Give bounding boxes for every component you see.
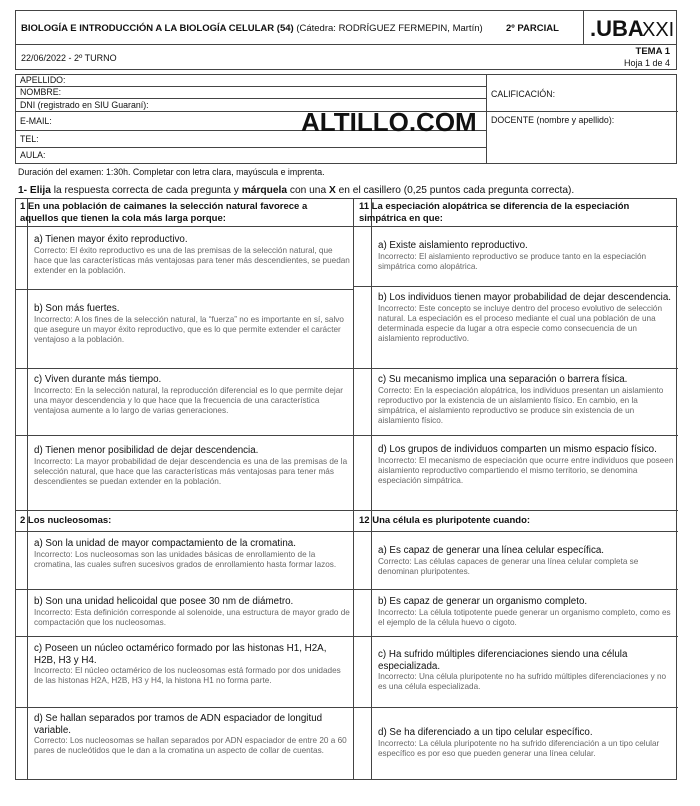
option-feedback: Incorrecto: Los nucleosomas son las unidades básicas de enrollamiento de la cromatina, las cuales sufren sucesivos grados de enrollamiento hasta formar lazos. [34,549,337,569]
row-line [16,531,354,532]
row-line [16,636,354,637]
q2-option-a[interactable] [34,538,350,570]
q1-option-a[interactable] [34,234,350,276]
course-title [21,23,483,34]
row-line [16,226,354,227]
instruction-line [18,185,574,196]
calificacion-field[interactable]: CALIFICACIÓN: [487,75,678,112]
instruction-marquela: márquela [241,185,288,196]
row-line [16,289,354,290]
q1-option-d[interactable] [34,445,350,487]
option-text: a) Tienen mayor éxito reproductivo. [34,234,188,245]
q1-option-b[interactable] [34,303,350,345]
instruction-text-1: la respuesta correcta de cada pregunta y [53,185,239,196]
exam-duration: Duración del examen: 1:30h. Completar con letra clara, mayúscula e imprenta. [18,167,325,177]
q12-option-b[interactable] [378,596,674,628]
q11-option-c[interactable] [378,374,674,426]
option-text: b) Son más fuertes. [34,303,120,314]
option-feedback: Correcto: Las células capaces de generar una línea celular completa se denominan pluripotentes. [378,556,639,576]
option-feedback: Incorrecto: Este concepto se incluye dentro del proceso evolutivo de selección natural. La especiación es el proceso mediante el cual una población de una determinada especie da lugar a otra especie como consecuencia de un aislamiento reproductivo. [378,303,662,343]
q2-option-d[interactable] [34,713,350,756]
uba-xxi-logo [583,11,678,45]
option-text: d) Se hallan separados por tramos de ADN espaciador de longitud variable. [34,713,323,736]
question-2-title: 2 Los nucleosomas: [20,515,112,526]
option-feedback: Incorrecto: La mayor probabilidad de dejar descendencia es una de las premisas de la selección natural, que hace que las características más ventajosas para tener más descendientes se puedan extender en la población. [34,456,348,486]
row-line [353,435,678,436]
option-text: c) Ha sufrido múltiples diferenciaciones siendo una célula especializada. [378,649,628,672]
option-feedback: Correcto: En la especiación alopátrica, los individuos presentan un aislamiento reproductivo por la existencia de un aislamiento físico. En cambio, en la simpátrica, el aislamiento reproductivo se produce sin existencia de un aislamiento físico. [378,385,664,425]
q11-option-a[interactable] [378,240,674,272]
questions-table [15,198,677,780]
option-feedback: Correcto: Los nucleosomas se hallan separados por ADN espaciador de entre 20 a 60 pares de nucleótidos que le dan a la cromatina un aspecto de collar de cuentas. [34,736,347,755]
option-text: b) Es capaz de generar un organismo completo. [378,596,588,607]
row-line [353,636,678,637]
option-text: a) Es capaz de generar una línea celular específica. [378,545,605,556]
tema-label: TEMA 1 [635,46,670,57]
apellido-field[interactable]: APELLIDO: [16,75,486,87]
instruction-text-2: con una [289,185,327,196]
instruction-elija: Elija [29,185,51,196]
option-feedback: Correcto: El éxito reproductivo es una de las premisas de la selección natural, que hace que las características más ventajosas para tener más descendientes, se puedan extender en la población. [34,245,350,275]
instruction-number: 1- [18,185,28,196]
page-indicator: Hoja 1 de 4 [623,58,670,68]
row-line [16,589,354,590]
question-11-title: 11 La especiación alopátrica se diferencia de la especiación simpátrica en que: [359,201,630,224]
header-top-row [16,11,676,45]
nombre-field[interactable]: NOMBRE: [16,87,486,99]
dni-field[interactable]: DNI (registrado en SIU Guaraní): [16,99,486,112]
option-feedback: Incorrecto: Una célula pluripotente no ha sufrido múltiples diferenciaciones y no es una célula especializada. [378,672,667,691]
option-text: b) Los individuos tienen mayor probabilidad de dejar descendencia. [378,292,672,303]
option-feedback: Incorrecto: El núcleo octamérico de los nucleosomas está formado por dos unidades de las histonas H2A, H2B, H3 y H4, la histona H1 no forma parte. [34,666,341,685]
catedra: (Cátedra: RODRÍGUEZ FERMEPIN, Martín) [296,23,483,34]
course-name: BIOLOGÍA E INTRODUCCIÓN A LA BIOLOGÍA CELULAR (54) [21,23,294,34]
question-12-title: 12 Una célula es pluripotente cuando: [359,515,531,526]
q12-option-d[interactable] [378,727,674,759]
option-feedback: Incorrecto: La célula totipotente puede generar un organismo completo, como es el ejemplo de la célula huevo o cigoto. [378,607,671,627]
instruction-text-3: en el casillero (0,25 puntos cada pregunta correcta). [338,185,575,196]
row-line [353,707,678,708]
q1-option-c[interactable] [34,374,350,416]
row-line [353,368,678,369]
option-text: b) Son una unidad helicoidal que posee 30 nm de diámetro. [34,596,294,607]
option-feedback: Incorrecto: Esta definición corresponde al solenoide, una estructura de mayor grado de compactación que los nucleosomas. [34,607,350,627]
option-feedback: Incorrecto: La célula pluripotente no ha sufrido diferenciación a un tipo celular específico es por eso que pueden generar una línea celular. [378,738,660,758]
docente-field[interactable]: DOCENTE (nombre y apellido): [491,115,615,125]
q12-option-c[interactable] [378,649,674,692]
option-feedback: Incorrecto: El aislamiento reproductivo se produce tanto en la especiación simpátrica como alopátrica. [378,251,647,271]
logo-suffix-text: XXI [642,19,674,41]
row-line [16,435,354,436]
exam-header [15,10,677,70]
option-text: d) Se ha diferenciado a un tipo celular específico. [378,727,593,738]
q11-option-d[interactable] [378,444,674,486]
option-text: d) Tienen menor posibilidad de dejar descendencia. [34,445,259,456]
row-line [353,531,678,532]
option-text: a) Existe aislamiento reproductivo. [378,240,528,251]
question-1-title: 1 En una población de caimanes la selección natural favorece a aquellos que tienen la cola más larga porque: [20,201,308,224]
option-feedback: Incorrecto: En la selección natural, la reproducción diferencial es lo que permite dejar una mayor descendencia y lo que hace que la frecuencia de una característica ventajosa aumente a lo largo de varias generaciones. [34,385,344,415]
row-line [16,368,354,369]
option-text: d) Los grupos de individuos comparten un mismo espacio físico. [378,444,657,455]
row-line [353,510,678,511]
row-line [353,286,678,287]
email-field[interactable]: E-MAIL: [16,112,486,131]
option-feedback: Incorrecto: A los fines de la selección natural, la “fuerza” no es importante en sí, salvo que asegure un mayor éxito reproductivo, que es lo que permite extender el carácter ventajoso a la población. [34,314,344,344]
option-feedback: Incorrecto: El mecanismo de especiación que ocurre entre individuos que poseen aislamiento reproductivo compartiendo el mismo territorio, se denomina especiación simpátrica. [378,455,674,485]
q12-option-a[interactable] [378,545,674,577]
watermark: ALTILLO.COM [301,107,477,137]
option-text: c) Viven durante más tiempo. [34,374,162,385]
tel-field[interactable]: TEL: [16,131,486,148]
aula-field[interactable]: AULA: [20,150,46,160]
option-text: c) Poseen un núcleo octamérico formado por las histonas H1, H2A, H2B, H3 y H4. [34,643,327,666]
option-text: c) Su mecanismo implica una separación o barrera física. [378,374,628,385]
logo-main-text: .UBA [590,16,644,41]
row-line [16,510,354,511]
instruction-x: X [328,185,336,196]
q2-option-b[interactable] [34,596,350,628]
q2-option-c[interactable] [34,643,350,686]
q11-option-b[interactable] [378,292,674,344]
left-checkbox-column-line [27,199,28,779]
row-line [353,226,678,227]
row-line [353,589,678,590]
exam-date: 22/06/2022 - 2º TURNO [21,53,117,63]
row-line [16,707,354,708]
option-text: a) Son la unidad de mayor compactamiento de la cromatina. [34,538,296,549]
parcial-label: 2º PARCIAL [506,23,559,34]
